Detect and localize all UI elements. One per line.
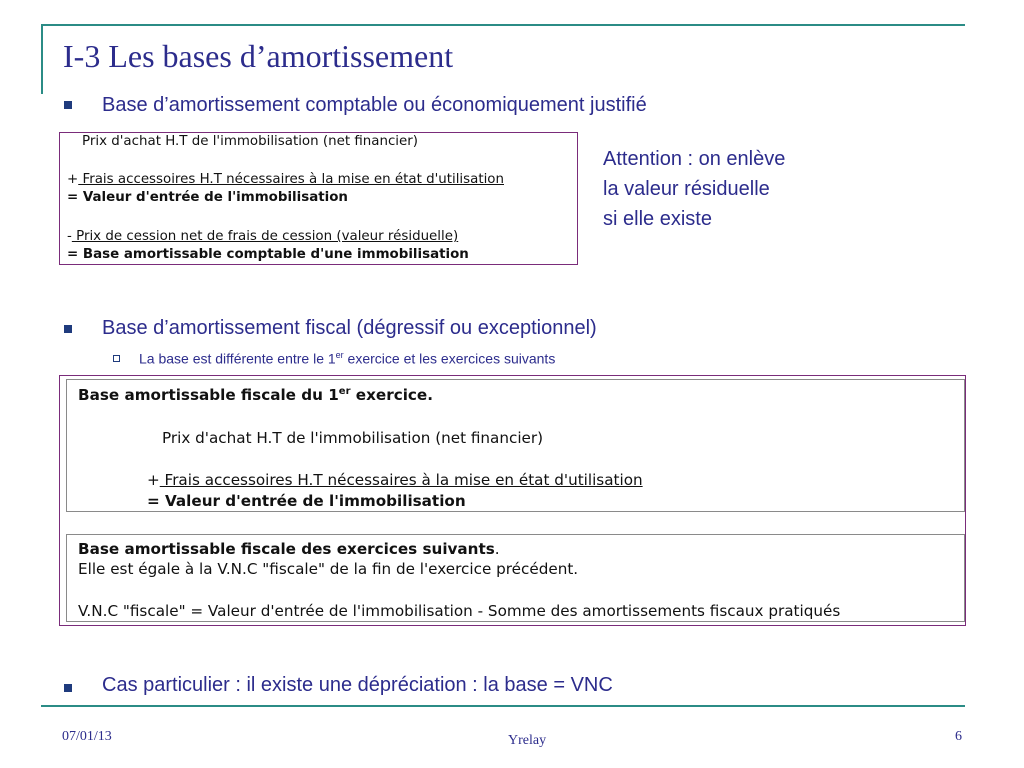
first-year-panel	[66, 379, 965, 512]
plus-sign: +	[147, 471, 160, 489]
footer-date: 07/01/13	[62, 729, 112, 744]
fiscal-base-box	[59, 375, 966, 626]
ancillary-costs-text: Frais accessoires H.T nécessaires à la mise en état d'utilisation	[159, 471, 643, 489]
frame-top-line	[41, 24, 965, 26]
bullet-fiscal-base: Base d’amortissement fiscal (dégressif ou exceptionnel)	[102, 317, 597, 339]
residual-value-note	[603, 144, 785, 234]
ancillary-costs-text: Frais accessoires H.T nécessaires à la mise en état d'utilisation	[78, 172, 504, 187]
frame-bottom-line	[41, 705, 965, 707]
footer-page-number: 6	[955, 729, 962, 744]
note-line: si elle existe	[603, 208, 712, 230]
bullet-accounting-base: Base d’amortissement comptable ou économiquement justifié	[102, 94, 647, 116]
following-years-heading: Base amortissable fiscale des exercices suivants.	[78, 540, 500, 558]
following-years-panel	[66, 534, 965, 622]
bullet-square-icon	[64, 684, 72, 692]
panel1-line-ancillary-costs	[147, 471, 643, 489]
plus-sign: +	[67, 172, 79, 187]
box1-line-purchase-price: Prix d'achat H.T de l'immobilisation (net financier)	[82, 134, 418, 149]
sub-bullet-hollow-square-icon	[113, 355, 120, 362]
panel1-line-entry-value: = Valeur d'entrée de l'immobilisation	[147, 492, 466, 510]
residual-value-text: Prix de cession net de frais de cession (valeur résiduelle)	[71, 229, 459, 244]
note-line: la valeur résiduelle	[603, 178, 770, 200]
box1-line-residual-value	[67, 229, 458, 244]
accounting-base-box	[59, 132, 578, 265]
sub-bullet-text: La base est différente entre le 1er exercice et les exercices suivants	[139, 350, 556, 367]
bullet-square-icon	[64, 325, 72, 333]
box1-line-entry-value: = Valeur d'entrée de l'immobilisation	[67, 190, 348, 205]
box1-line-ancillary-costs	[67, 172, 504, 187]
box1-line-depreciable-base: = Base amortissable comptable d'une immobilisation	[67, 247, 469, 262]
panel2-line-vnc-definition: Elle est égale à la V.N.C "fiscale" de la fin de l'exercice précédent.	[78, 560, 579, 578]
panel2-line-vnc-formula: V.N.C "fiscale" = Valeur d'entrée de l'immobilisation - Somme des amortissements fiscaux pratiqués	[78, 602, 841, 620]
first-year-heading: Base amortissable fiscale du 1er exercice.	[78, 386, 433, 405]
panel1-line-purchase-price: Prix d'achat H.T de l'immobilisation (net financier)	[162, 429, 544, 447]
note-line: Attention : on enlève	[603, 148, 786, 170]
bullet-square-icon	[64, 101, 72, 109]
footer-author: Yrelay	[508, 733, 547, 748]
slide-title: I-3 Les bases d’amortissement	[63, 38, 454, 74]
frame-left-line	[41, 24, 43, 94]
bullet-special-case: Cas particulier : il existe une dépréciation : la base = VNC	[102, 674, 613, 696]
minus-sign: -	[67, 229, 72, 244]
